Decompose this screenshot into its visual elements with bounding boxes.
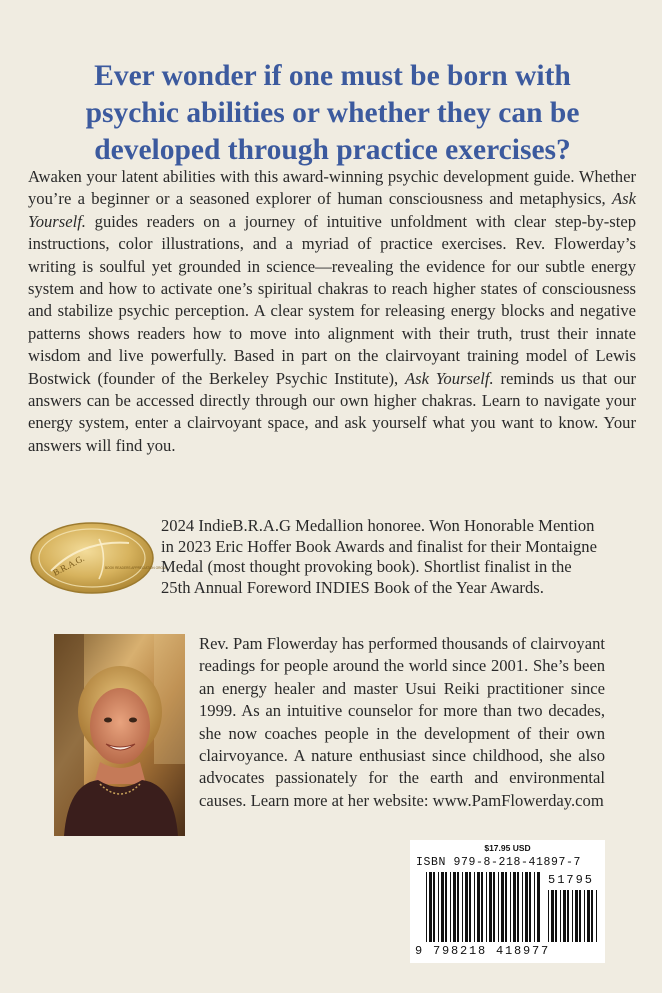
barcode-bar: [477, 872, 480, 942]
description-part-1: Awaken your latent abilities with this award-winning psychic development guide. Whether you’re a beginner or a seasoned explorer of human consciousness and metaphysics,: [28, 167, 636, 209]
barcode-bar: [469, 872, 471, 942]
brag-logo-text: B.R.A.G.: [51, 552, 86, 578]
barcode-bar: [465, 872, 468, 942]
barcode-bar: [517, 872, 519, 942]
brag-medallion-icon: [29, 521, 168, 595]
barcode-bar: [426, 872, 427, 942]
brag-medallion-logo: [29, 521, 168, 595]
barcode-bar: [525, 872, 528, 942]
author-photo: [54, 634, 185, 836]
barcode-bar: [555, 890, 557, 942]
barcode-bar: [587, 890, 590, 942]
barcode-bar: [453, 872, 456, 942]
barcode-bar: [510, 872, 511, 942]
barcode-bar: [591, 890, 593, 942]
barcode-bar: [501, 872, 504, 942]
barcode-bar: [457, 872, 459, 942]
barcode-bar: [575, 890, 578, 942]
barcode-bar: [462, 872, 463, 942]
barcode-bar: [534, 872, 535, 942]
barcode-bar: [548, 890, 549, 942]
barcode-bar: [438, 872, 439, 942]
barcode-bar: [433, 872, 435, 942]
barcode-bar: [522, 872, 523, 942]
ean-digits: 9 798218 418977: [415, 944, 551, 958]
barcode-bar: [481, 872, 483, 942]
barcode-bar: [584, 890, 585, 942]
author-portrait-image: [54, 634, 185, 836]
barcode-bar: [505, 872, 507, 942]
barcode-bar: [567, 890, 569, 942]
book-title-italic: Ask Yourself.: [404, 368, 494, 388]
back-cover-headline: Ever wonder if one must be born with psychic abilities or whether they can be developed through practice exercises?: [85, 60, 580, 166]
barcode-bar: [513, 872, 516, 942]
price-addon-digits: 51795: [548, 873, 595, 887]
barcode-bar: [596, 890, 597, 942]
price-label: $17.95 USD: [484, 843, 531, 853]
barcode-bar: [537, 872, 540, 942]
book-title-italic: Ask Yourself.: [28, 189, 636, 231]
barcode-bar: [445, 872, 447, 942]
barcode-bar: [529, 872, 531, 942]
barcode-bar: [572, 890, 573, 942]
barcode-bar: [474, 872, 475, 942]
barcode-bar: [551, 890, 554, 942]
book-description: [28, 166, 636, 457]
author-bio: Rev. Pam Flowerday has performed thousands of clairvoyant readings for people around the world since 2001. She’s been an energy healer and master Usui Reiki practitioner since 1999. As an intuitive counselor for more than two decades, she now coaches people in the development of their own clairvoyance. A nature enthusiast since childhood, she also advocates passionately for the earth and environmental causes. Learn more at her website: www.PamFlowerday.com: [199, 634, 605, 810]
barcode-bar: [429, 872, 432, 942]
brag-logo-subtext: BOOK READERS APPRECIATION GROUP: [105, 566, 168, 570]
award-statement: 2024 IndieB.R.A.G Medallion honoree. Won Honorable Mention in 2023 Eric Hoffer Book Awards and finalist for their Montaigne Medal (most thought provoking book). Shortlist finalist in the 25th Annual Foreword INDIES Book of the Year Awards.: [161, 516, 597, 597]
barcode-bar: [560, 890, 561, 942]
barcode-bar: [493, 872, 495, 942]
barcode-bar: [441, 872, 444, 942]
barcode-bar: [486, 872, 487, 942]
barcode-bar: [563, 890, 566, 942]
barcode-bar: [579, 890, 581, 942]
isbn-barcode-block: [410, 840, 605, 963]
barcode-bar: [450, 872, 451, 942]
barcode-bar: [498, 872, 499, 942]
barcode-bar: [489, 872, 492, 942]
description-part-2: guides readers on a journey of intuitive unfoldment with clear step-by-step instructions, color illustrations, and a myriad of practice exercises. Rev. Flowerday’s writing is soulful yet grounded in science—revealing the evidence for our subtle energy system and how to activate one’s spiritual chakras to reach higher states of consciousness and stabilize psychic perception. A clear system for releasing energy blocks and negative patterns shows readers how to move into alignment with their truth, trust their innate wisdom and live powerfully. Based in part on the clairvoyant training model of Lewis Bostwick (founder of the Berkeley Psychic Institute),: [28, 211, 636, 388]
description-part-3: reminds us that our answers can be accessed directly through our own higher chakras. Learn to navigate your energy system, enter a clairvoyant space, and ask yourself what you want to know. Your answers will find you.: [28, 368, 637, 455]
isbn-label: ISBN 979-8-218-41897-7: [416, 856, 582, 869]
